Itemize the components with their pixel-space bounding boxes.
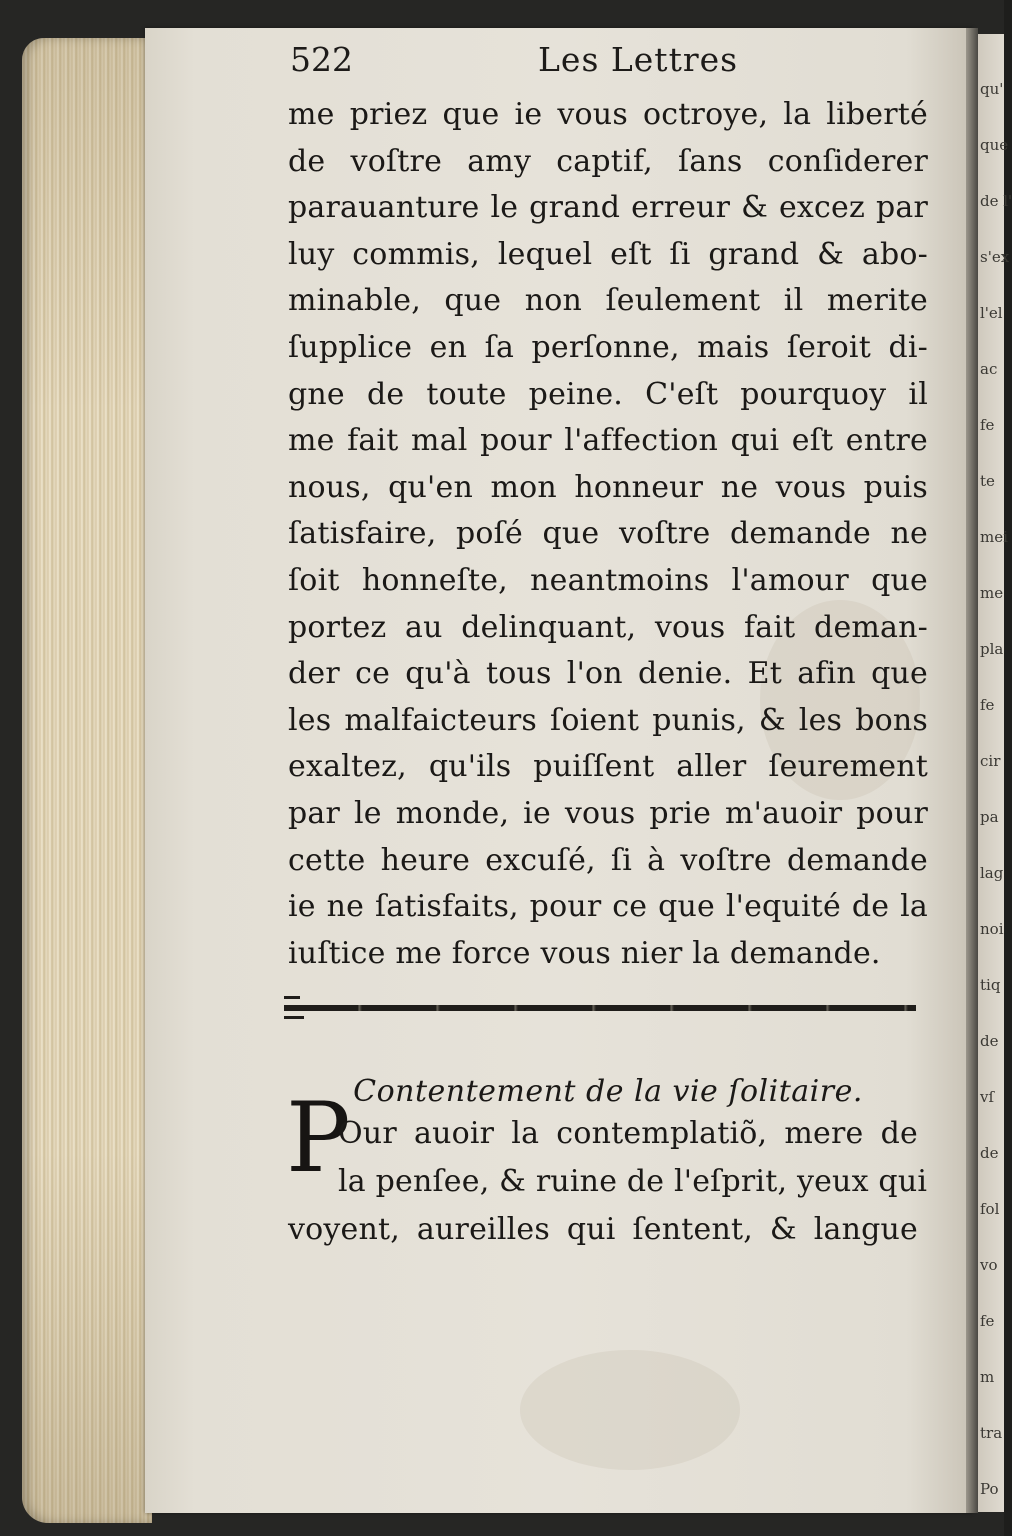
ornamental-rule	[284, 996, 916, 1022]
text-line: ſupplice en ſa perſonne, mais ſeroit di-	[288, 329, 928, 365]
text-line: Our auoir la contemplatiõ, mere de	[338, 1116, 918, 1151]
text-line: nous, qu'en mon honneur ne vous puis	[288, 469, 928, 505]
text-line: me priez que ie vous octroye, la liberté	[288, 97, 928, 132]
text-line: parauanture le grand erreur & excez par	[288, 190, 928, 226]
facing-page-fragment: pla	[980, 640, 1004, 658]
text-line: exaltez, qu'ils puiſſent aller ſeurement	[288, 749, 928, 785]
facing-page-fragment: que	[980, 136, 1009, 154]
rule-tick	[284, 996, 300, 999]
text-line: ſatisfaire, poſé que voſtre demande ne	[288, 516, 928, 552]
text-line: ie ne ſatisfaits, pour ce que l'equité de la	[288, 889, 928, 925]
section-title: Contentement de la vie ſolitaire.	[353, 1074, 863, 1109]
text-line: me fait mal pour l'affection qui eſt entre	[288, 423, 928, 459]
facing-page-fragment: m	[980, 1368, 995, 1386]
paper-stain	[520, 1350, 740, 1470]
rule-bar	[284, 1005, 916, 1011]
facing-page-fragment: fol	[980, 1200, 1000, 1218]
page-header	[290, 40, 950, 90]
facing-page-fragment: de l'	[980, 192, 1012, 210]
facing-page-fragment: vſ	[980, 1088, 995, 1106]
fore-edge-shading	[22, 38, 152, 1523]
facing-page-fragment: me	[980, 584, 1004, 602]
facing-page-fragment: qu'	[980, 80, 1004, 98]
text-line: portez au delinquant, vous fait deman-	[288, 609, 928, 645]
text-line: minable, que non ſeulement il merite	[288, 283, 928, 319]
facing-page-fragment: pa	[980, 808, 999, 826]
facing-page-fragment: de	[980, 1032, 999, 1050]
facing-page-fragment: fe	[980, 416, 995, 434]
facing-page-fragment: ac	[980, 360, 998, 378]
facing-page-fragment: tiq	[980, 976, 1001, 994]
facing-page-fragment: vo	[980, 1256, 998, 1274]
facing-page-fragment: tra	[980, 1424, 1003, 1442]
facing-page-fragment: cir	[980, 752, 1001, 770]
text-line: luy commis, lequel eſt ſi grand & abo-	[288, 236, 928, 272]
text-line: iuſtice me force vous nier la demande.	[288, 935, 881, 971]
drop-initial: P	[286, 1082, 351, 1194]
facing-page-fragment: s'ex	[980, 248, 1010, 266]
text-line: les malfaicteurs ſoient punis, & les bons	[288, 702, 928, 738]
text-line: cette heure excuſé, ſi à voſtre demande	[288, 842, 928, 878]
second-paragraph-indented	[338, 1110, 928, 1206]
book-gutter	[966, 28, 978, 1513]
text-line: de voſtre amy captif, ſans conſiderer	[288, 143, 928, 179]
facing-page-fragment: noi	[980, 920, 1004, 938]
facing-page-fragment: fe	[980, 696, 995, 714]
letter-text	[288, 92, 928, 977]
page-number: 522	[290, 40, 353, 79]
facing-page-fragment: te	[980, 472, 995, 490]
facing-page-fragment: lag	[980, 864, 1004, 882]
text-line: gne de toute peine. C'eſt pourquoy il	[288, 376, 928, 412]
running-title: Les Lettres	[538, 40, 739, 79]
text-line: der ce qu'à tous l'on denie. Et afin que	[288, 656, 928, 692]
text-line: par le monde, ie vous prie m'auoir pour	[288, 795, 928, 831]
facing-page-fragment: Po	[980, 1480, 999, 1498]
facing-page-fragment: fe	[980, 1312, 995, 1330]
text-line: la penſee, & ruine de l'eſprit, yeux qui	[338, 1164, 928, 1199]
rule-tick	[284, 1016, 304, 1019]
facing-page-fragment: mei	[980, 528, 1008, 546]
facing-page-fragment: l'el	[980, 304, 1003, 322]
second-paragraph-continued	[288, 1206, 918, 1254]
text-line: ſoit honneſte, neantmoins l'amour que	[288, 562, 928, 598]
facing-page-fragment: de	[980, 1144, 999, 1162]
text-line: voyent, aureilles qui ſentent, & langue	[288, 1212, 918, 1247]
